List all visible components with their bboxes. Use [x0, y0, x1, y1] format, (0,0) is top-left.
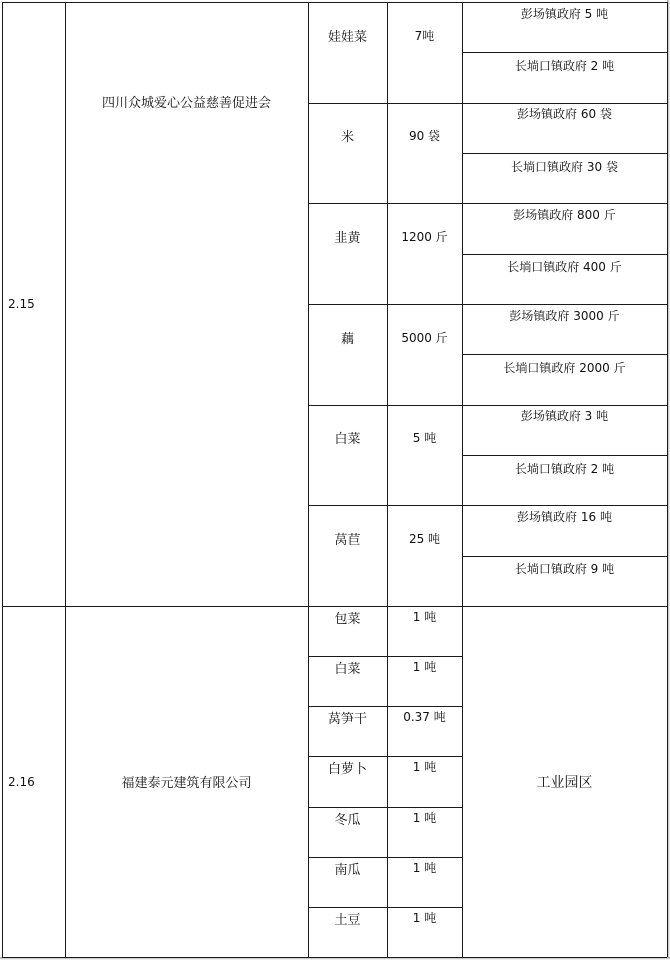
item-quantity: 1 吨	[412, 910, 437, 925]
distribution-entry: 长埫口镇政府 2 吨	[514, 461, 615, 476]
date-cell: 2.16	[8, 774, 35, 789]
item-quantity: 5000 斤	[401, 330, 448, 345]
item-quantity: 1 吨	[412, 860, 437, 875]
donor-cell: 四川众城爱心公益慈善促进会	[101, 95, 271, 111]
destination-cell: 工业园区	[536, 774, 593, 791]
item-name: 包菜	[334, 612, 361, 627]
distribution-entry: 长埫口镇政府 400 斤	[507, 260, 622, 275]
item-name: 娃娃菜	[327, 29, 367, 45]
donor-cell: 福建泰元建筑有限公司	[121, 776, 252, 791]
item-quantity: 5 吨	[412, 431, 437, 446]
item-name: 藕	[340, 331, 354, 347]
item-name: 南瓜	[334, 862, 361, 878]
distribution-entry: 彭场镇政府 16 吨	[517, 509, 612, 524]
distribution-entry: 彭场镇政府 5 吨	[520, 6, 609, 21]
item-quantity: 1 吨	[412, 760, 437, 775]
item-quantity: 1 吨	[412, 610, 437, 624]
distribution-entry: 彭场镇政府 3000 斤	[509, 308, 620, 323]
item-quantity: 0.37 吨	[403, 710, 446, 725]
item-name: 冬瓜	[334, 812, 361, 828]
distribution-entry: 长埫口镇政府 9 吨	[514, 562, 615, 577]
item-name: 莴笋干	[327, 712, 367, 728]
item-name: 白菜	[334, 432, 361, 448]
item-quantity: 1 吨	[412, 660, 437, 675]
table-border-bottom	[2, 957, 667, 958]
item-name: 米	[340, 130, 354, 146]
distribution-entry: 长埫口镇政府 2000 斤	[503, 360, 626, 375]
date-cell: 2.15	[8, 297, 35, 311]
distribution-entry: 长埫口镇政府 2 吨	[514, 58, 615, 73]
item-name: 白菜	[334, 662, 361, 678]
item-quantity: 90 袋	[408, 129, 441, 144]
item-name: 韭黄	[334, 231, 361, 247]
item-name: 白萝卜	[327, 762, 367, 778]
item-quantity: 25 吨	[408, 532, 441, 547]
distribution-entry: 彭场镇政府 60 袋	[517, 107, 612, 122]
item-name: 土豆	[334, 912, 361, 928]
distribution-entry: 彭场镇政府 800 斤	[513, 207, 616, 222]
column-rule-5	[667, 2, 668, 957]
item-quantity: 1 吨	[412, 810, 437, 825]
distribution-entry: 长埫口镇政府 30 袋	[511, 159, 618, 174]
item-quantity: 7吨	[414, 28, 435, 43]
distribution-entry: 彭场镇政府 3 吨	[520, 409, 609, 424]
item-name: 莴苣	[334, 533, 361, 549]
item-quantity: 1200 斤	[401, 230, 448, 245]
